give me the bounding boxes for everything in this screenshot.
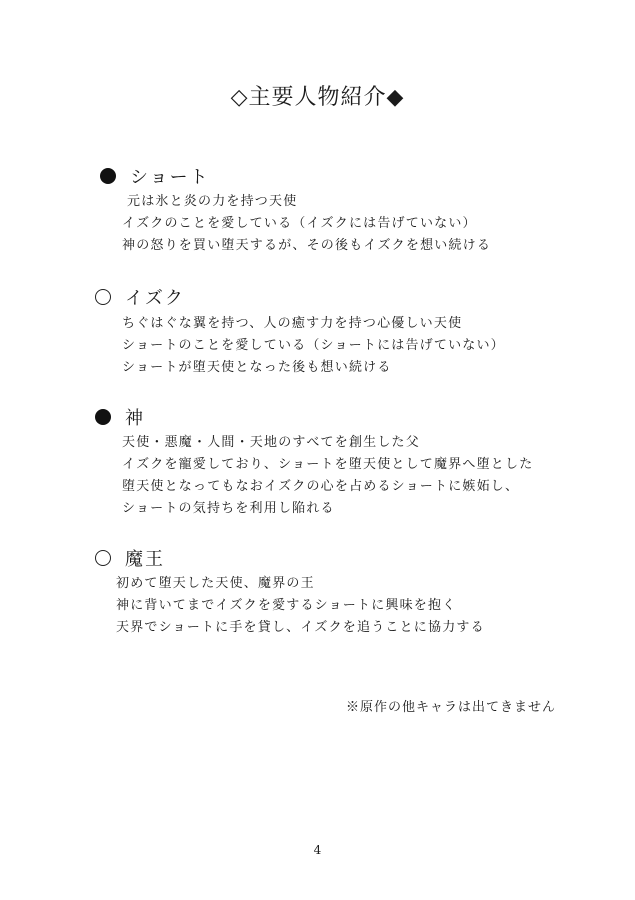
character-heading-god <box>95 404 145 430</box>
character-description-shoto <box>122 191 491 257</box>
character-description-izuku <box>122 313 505 379</box>
filled-circle-icon <box>100 168 116 184</box>
description-line: 堕天使となってもなおイズクの心を占めるショートに嫉妬し、 <box>122 479 520 494</box>
character-heading-shoto <box>100 163 210 189</box>
description-line: ちぐはぐな翼を持つ、人の癒す力を持つ心優しい天使 <box>122 316 463 331</box>
character-name: 魔王 <box>125 549 165 570</box>
filled-circle-icon <box>95 409 111 425</box>
description-line: ショートの気持ちを利用し陥れる <box>122 501 335 516</box>
page-number: 4 <box>313 843 322 857</box>
page-title: ◇主要人物紹介◆ <box>230 85 405 110</box>
character-heading-demon-king <box>95 545 165 571</box>
description-line: イズクを寵愛しており、ショートを堕天使として魔界へ堕とした <box>122 457 534 472</box>
description-line: 天使・悪魔・人間・天地のすべてを創生した父 <box>122 435 420 450</box>
description-line: 天界でショートに手を貸し、イズクを追うことに協力する <box>116 620 485 635</box>
description-line: 初めて堕天した天使、魔界の王 <box>116 576 315 591</box>
character-name: 神 <box>125 408 145 429</box>
character-name: イズク <box>125 288 185 309</box>
description-line: 神の怒りを買い堕天するが、その後もイズクを想い続ける <box>122 238 492 253</box>
description-line: ショートが堕天使となった後も想い続ける <box>122 360 392 375</box>
description-line: ショートのことを愛している（ショートには告げていない） <box>122 338 505 353</box>
open-circle-icon <box>95 289 111 305</box>
character-name: ショート <box>130 167 210 188</box>
character-description-demon-king <box>116 573 485 639</box>
description-line: イズクのことを愛している（イズクには告げていない） <box>122 216 477 231</box>
character-heading-izuku <box>95 284 185 310</box>
character-description-god <box>122 432 533 520</box>
description-line: 神に背いてまでイズクを愛するショートに興味を抱く <box>116 598 457 613</box>
footnote: ※原作の他キャラは出てきません <box>346 700 557 715</box>
description-line: 元は氷と炎の力を持つ天使 <box>127 194 298 209</box>
open-circle-icon <box>95 550 111 566</box>
